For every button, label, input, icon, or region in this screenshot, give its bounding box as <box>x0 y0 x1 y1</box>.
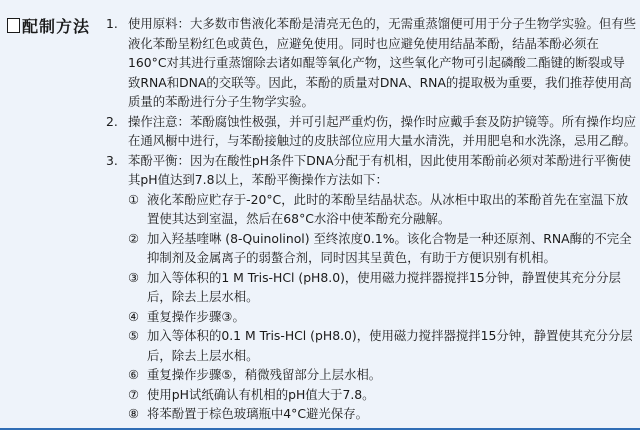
item-number: 1. <box>106 16 118 31</box>
step-marker: ④ <box>128 308 140 324</box>
list-item-2 <box>106 112 636 151</box>
item-body <box>128 151 636 424</box>
step-marker: ③ <box>128 269 140 285</box>
step-text: 重复操作步骤⑤，稍微残留部分上层水相。 <box>147 367 382 382</box>
step-text: 加入等体积的1 M Tris-HCl (pH8.0)，使用磁力搅拌器搅拌15分钟，静置使其充分分层后，除去上层水相。 <box>147 269 621 304</box>
step-marker: ⑦ <box>128 386 140 402</box>
step-4 <box>128 307 636 327</box>
step-3 <box>128 268 636 307</box>
step-marker: ⑥ <box>128 367 140 382</box>
step-7 <box>128 385 636 405</box>
step-marker: ② <box>128 230 140 246</box>
step-text: 将苯酚置于棕色玻璃瓶中4°C避光保存。 <box>147 406 368 421</box>
item-text: 苯酚平衡：因为在酸性pH条件下DNA分配于有机相，因此使用苯酚前必须对苯酚进行平衡使其pH值达到7.8以上，苯酚平衡操作方法如下： <box>128 152 631 187</box>
list-item-3 <box>106 151 636 424</box>
step-text: 加入羟基喹啉 (8-Quinolinol) 至终浓度0.1%。该化合物是一种还原剂、RNA酶的不完全抑制剂及金属离子的弱螯合剂，同时因其呈黄色，有助于方便识别有机相。 <box>147 230 632 265</box>
step-text: 加入等体积的0.1 M Tris-HCl (pH8.0)，使用磁力搅拌器搅拌15分钟，静置使其充分分层后，除去上层水相。 <box>147 328 633 363</box>
list-item-1 <box>106 14 636 112</box>
item-number: 2. <box>106 113 118 129</box>
step-marker: ⑤ <box>128 328 140 343</box>
step-5 <box>128 326 636 365</box>
section-heading <box>7 14 90 37</box>
item-number: 3. <box>106 152 118 168</box>
step-marker: ① <box>128 191 140 207</box>
step-2 <box>128 229 636 268</box>
step-text: 液化苯酚应贮存于-20°C，此时的苯酚呈结晶状态。从冰柜中取出的苯酚首先在室温下放置使其达到室温，然后在68°C水浴中使苯酚充分融解。 <box>147 191 629 226</box>
step-8 <box>128 404 636 424</box>
instructions <box>106 14 636 424</box>
item-text: 使用原料：大多数市售液化苯酚是清亮无色的，无需重蒸馏便可用于分子生物学实验。但有些液化苯酚呈粉红色或黄色，应避免使用。同时也应避免使用结晶苯酚，结晶苯酚必须在160°C对其进行重蒸馏除去诸如醌等氧化产物，这些氧化产物可引起磷酸二酯键的断裂或导致RNA和DNA的交联等。因此，苯酚的质量对DNA、RNA的提取极为重要，我们推荐使用高质量的苯酚进行分子生物学实验。 <box>128 16 637 109</box>
item-text: 操作注意：苯酚腐蚀性极强，并可引起严重灼伤，操作时应戴手套及防护镜等。所有操作均应在通风橱中进行，与苯酚接触过的皮肤部位应用大量水清洗，并用肥皂和水洗涤，忌用乙醇。 <box>128 113 637 148</box>
bottom-divider <box>0 428 640 430</box>
section-title: 配制方法 <box>22 17 91 36</box>
checkbox-square-icon <box>7 18 20 33</box>
step-marker: ⑧ <box>128 406 140 421</box>
step-1 <box>128 190 636 229</box>
step-text: 使用pH试纸确认有机相的pH值大于7.8。 <box>147 386 375 402</box>
step-text: 重复操作步骤③。 <box>147 308 245 324</box>
step-6 <box>128 365 636 385</box>
